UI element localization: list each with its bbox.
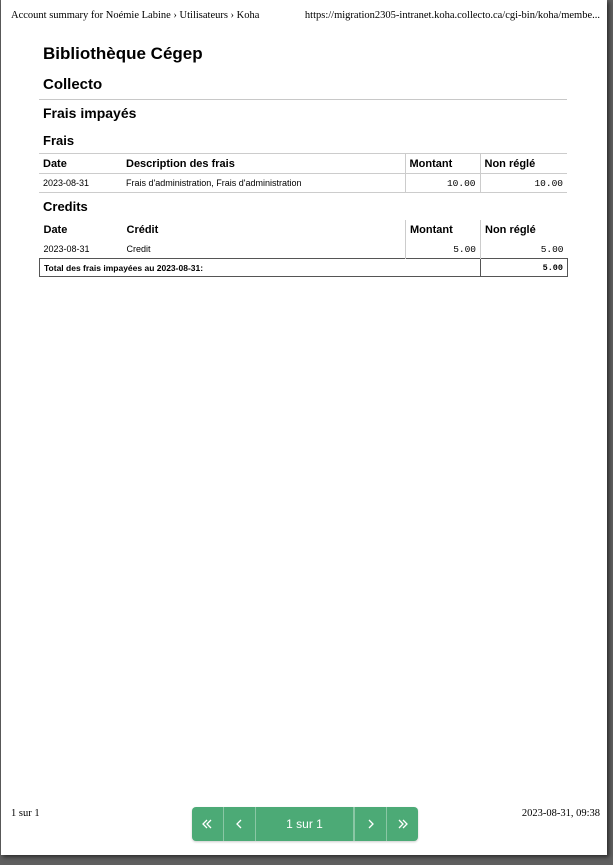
column-header-outstanding: Non réglé	[481, 220, 568, 240]
column-header-date: Date	[39, 154, 122, 174]
print-footer-timestamp: 2023-08-31, 09:38	[521, 808, 600, 819]
print-header-title: Account summary for Noémie Labine › Utilisateurs › Koha	[11, 10, 260, 21]
credit-description: Credit	[126, 244, 151, 254]
column-header-date: Date	[43, 224, 68, 236]
next-page-button[interactable]	[354, 807, 387, 841]
divider	[39, 99, 567, 100]
first-page-button[interactable]	[192, 807, 224, 841]
library-name: Bibliothèque Cégep	[43, 44, 203, 63]
double-chevron-right-icon	[397, 818, 409, 830]
print-footer-page: 1 sur 1	[11, 808, 40, 819]
credits-heading: Credits	[43, 199, 88, 214]
column-header-description: Description des frais	[122, 154, 405, 174]
table-row	[40, 240, 568, 259]
credits-table	[39, 220, 568, 277]
print-preview-page	[1, 0, 607, 855]
branch-name: Collecto	[43, 76, 103, 93]
previous-page-button[interactable]	[224, 807, 256, 841]
page-indicator: 1 sur 1	[256, 807, 355, 841]
column-header-credit: Crédit	[126, 224, 159, 236]
table-row	[39, 174, 567, 193]
last-page-button[interactable]	[387, 807, 418, 841]
table-header-row	[39, 154, 567, 174]
fees-heading: Frais	[43, 133, 75, 148]
column-header-outstanding: Non réglé	[480, 154, 567, 174]
total-value: 5.00	[481, 259, 568, 277]
fee-description: Frais d'administration, Frais d'administration	[122, 174, 405, 193]
page-title: Frais impayés	[43, 105, 137, 121]
credit-outstanding: 5.00	[481, 240, 568, 259]
column-header-amount: Montant	[405, 154, 480, 174]
fee-date: 2023-08-31	[39, 174, 122, 193]
total-label: Total des frais impayées au 2023-08-31:	[40, 259, 481, 277]
total-row	[40, 259, 568, 277]
fee-amount: 10.00	[405, 174, 480, 193]
chevron-left-icon	[233, 818, 245, 830]
fees-table	[39, 153, 567, 193]
column-header-amount: Montant	[406, 220, 481, 240]
credit-amount: 5.00	[406, 240, 481, 259]
chevron-right-icon	[365, 818, 377, 830]
fee-outstanding: 10.00	[480, 174, 567, 193]
table-header-row	[40, 220, 568, 240]
print-header-url: https://migration2305-intranet.koha.collecto.ca/cgi-bin/koha/membe...	[304, 10, 600, 21]
print-preview-pager	[192, 807, 418, 841]
double-chevron-left-icon	[201, 818, 213, 830]
credit-date: 2023-08-31	[43, 244, 90, 254]
